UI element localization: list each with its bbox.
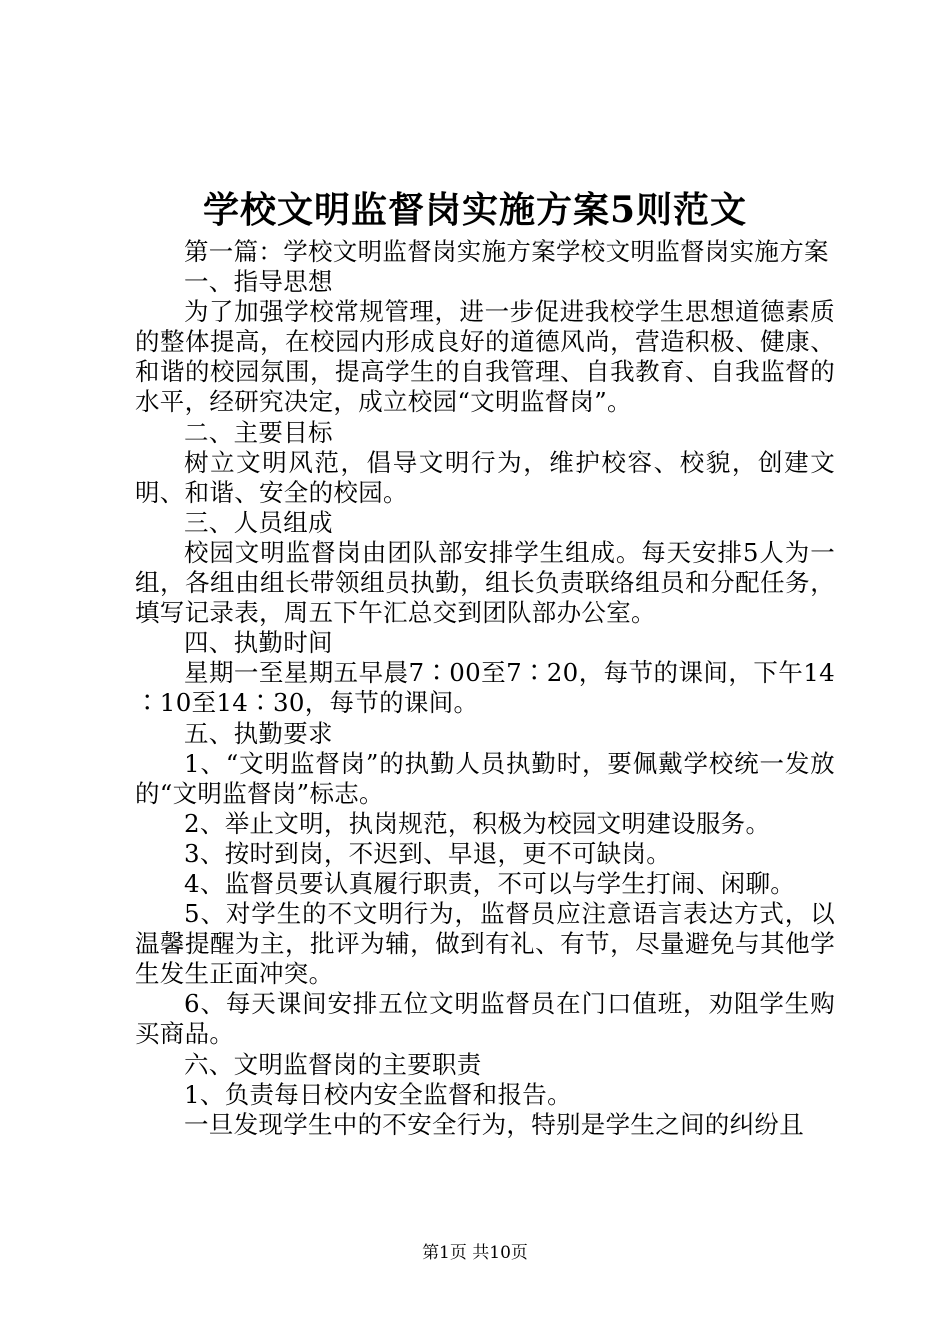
list-item: 1、负责每日校内安全监督和报告。 (184, 1079, 572, 1109)
section-heading: 六、文明监督岗的主要职责 (184, 1049, 482, 1079)
document-body (135, 237, 835, 1140)
list-item: 1、“文明监督岗”的执勤人员执勤时，要佩戴学校统一发放的“文明监督岗”标志。 (135, 748, 835, 808)
paragraph: 星期一至星期五早晨7∶00至7∶20，每节的课间，下午14∶10至14∶30，每节的课间。 (135, 658, 835, 718)
section-heading: 二、主要目标 (184, 417, 333, 447)
section-heading: 一、指导思想 (184, 267, 333, 297)
list-item: 3、按时到岗，不迟到、早退，更不可缺岗。 (184, 838, 672, 868)
list-item: 5、对学生的不文明行为，监督员应注意语言表达方式，以温馨提醒为主，批评为辅，做到有礼、有节，尽量避免与其他学生发生正面冲突。 (135, 899, 835, 989)
paragraph: 校园文明监督岗由团队部安排学生组成。每天安排5人为一组，各组由组长带领组员执勤，组长负责联络组员和分配任务，填写记录表，周五下午汇总交到团队部办公室。 (135, 537, 835, 628)
section-heading: 五、执勤要求 (184, 718, 333, 748)
paragraph: 一旦发现学生中的不安全行为，特别是学生之间的纠纷且 (184, 1109, 804, 1139)
paragraph: 树立文明风范，倡导文明行为，维护校容、校貌，创建文明、和谐、安全的校园。 (135, 447, 835, 507)
paragraph: 第一篇：学校文明监督岗实施方案学校文明监督岗实施方案 (184, 237, 829, 266)
list-item: 2、举止文明，执岗规范，积极为校园文明建设服务。 (184, 808, 771, 838)
section-heading: 四、执勤时间 (184, 628, 333, 658)
paragraph: 为了加强学校常规管理，进一步促进我校学生思想道德素质的整体提高，在校园内形成良好的道德风尚，营造积极、健康、和谐的校园氛围，提高学生的自我管理、自我教育、自我监督的水平，经研究决定，成立校园“文明监督岗”。 (135, 297, 835, 417)
section-heading: 三、人员组成 (184, 507, 333, 537)
list-item: 4、监督员要认真履行职责，不可以与学生打闹、闲聊。 (184, 868, 796, 898)
page-number-footer: 第1页 共10页 (422, 1243, 528, 1263)
list-item: 6、每天课间安排五位文明监督员在门口值班，劝阻学生购买商品。 (135, 989, 835, 1049)
document-title: 学校文明监督岗实施方案5则范文 (202, 189, 748, 231)
